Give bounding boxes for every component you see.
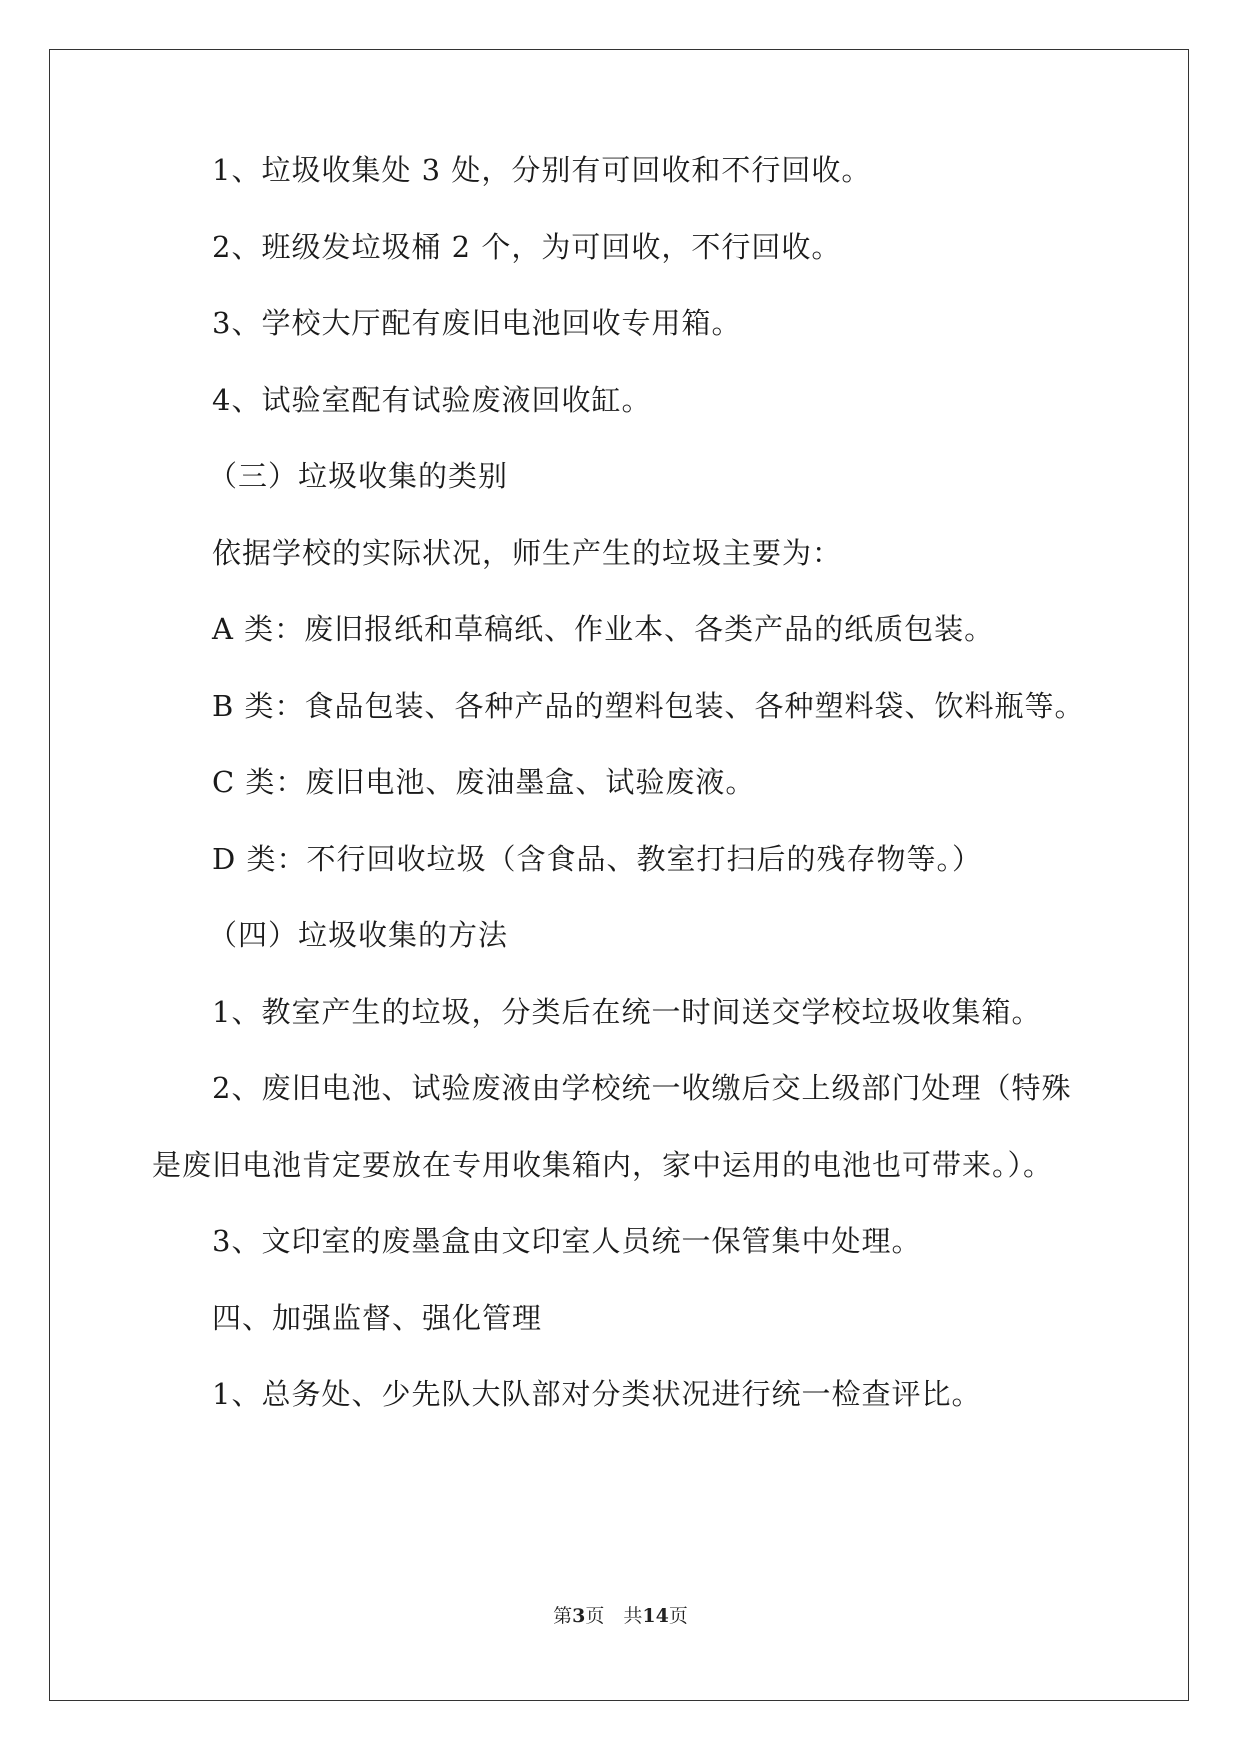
paragraph-category-b: B 类：食品包装、各种产品的塑料包装、各种塑料袋、饮料瓶等。	[212, 689, 1085, 723]
paragraph-method-1: 1、教室产生的垃圾，分类后在统一时间送交学校垃圾收集箱。	[212, 995, 1042, 1029]
paragraph-category-c: C 类：废旧电池、废油墨盒、试验废液。	[212, 765, 756, 799]
section-heading-3: （三）垃圾收集的类别	[208, 459, 509, 493]
page-current-number: 3	[572, 1605, 586, 1627]
section-heading-four: 四、加强监督、强化管理	[212, 1301, 543, 1335]
paragraph-method-2-continued: 是废旧电池肯定要放在专用收集箱内，家中运用的电池也可带来。）。	[152, 1148, 1054, 1182]
paragraph-3: 3、学校大厅配有废旧电池回收专用箱。	[212, 306, 742, 340]
paragraph-5: 依据学校的实际状况，师生产生的垃圾主要为：	[212, 536, 843, 570]
paragraph-method-2: 2、废旧电池、试验废液由学校统一收缴后交上级部门处理（特殊	[212, 1071, 1072, 1105]
paragraph-category-d: D 类：不行回收垃圾（含食品、教室打扫后的残存物等。）	[212, 842, 982, 876]
paragraph-category-a: A 类：废旧报纸和草稿纸、作业本、各类产品的纸质包装。	[212, 612, 995, 646]
paragraph-supervision-1: 1、总务处、少先队大队部对分类状况进行统一检查评比。	[212, 1377, 982, 1411]
page-prefix: 第	[553, 1605, 573, 1627]
paragraph-4: 4、试验室配有试验废液回收缸。	[212, 383, 652, 417]
page-footer	[0, 1604, 1241, 1628]
paragraph-method-3: 3、文印室的废墨盒由文印室人员统一保管集中处理。	[212, 1224, 922, 1258]
section-heading-4: （四）垃圾收集的方法	[208, 918, 509, 952]
page-mid: 页 共	[585, 1605, 643, 1627]
page-suffix: 页	[668, 1605, 688, 1627]
paragraph-1: 1、垃圾收集处 3 处，分别有可回收和不行回收。	[212, 153, 872, 187]
page-total-number: 14	[642, 1605, 669, 1627]
paragraph-2: 2、班级发垃圾桶 2 个，为可回收，不行回收。	[212, 230, 842, 264]
